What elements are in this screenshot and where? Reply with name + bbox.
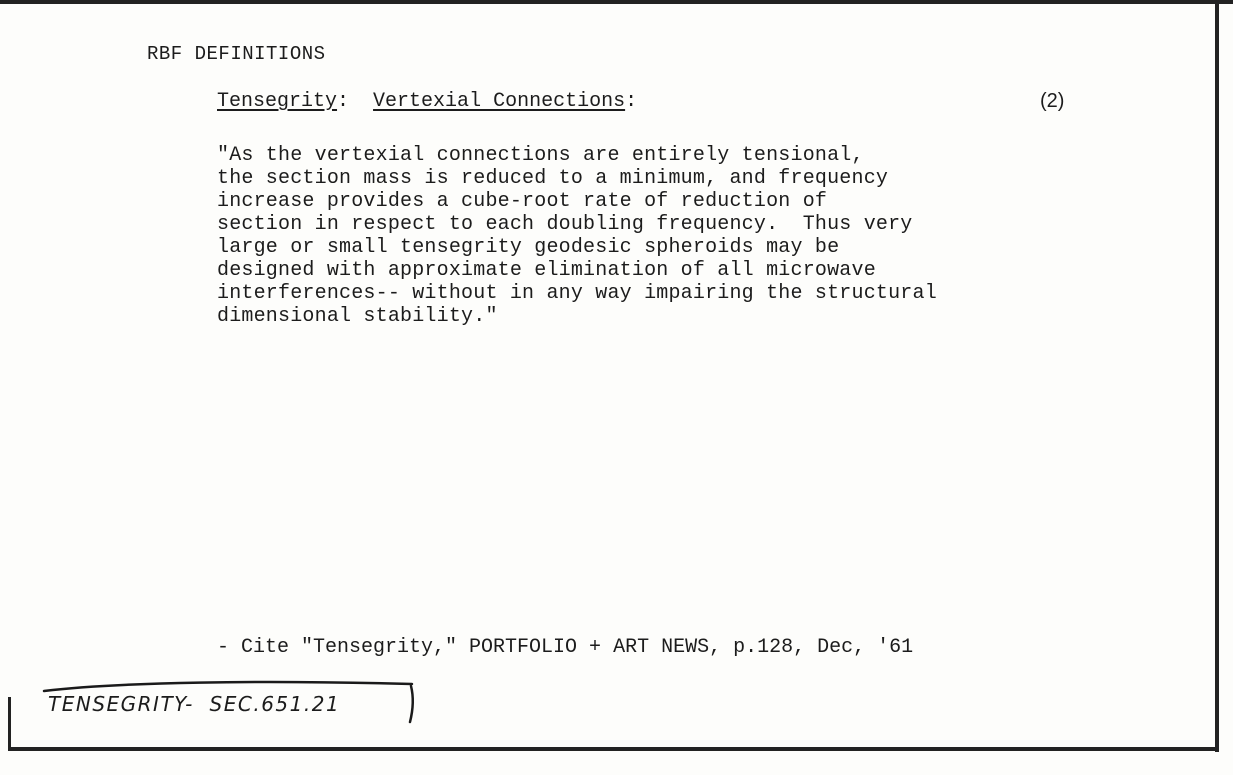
card-heading: RBF DEFINITIONS xyxy=(147,43,326,65)
topic-subtopic: Vertexial Connections xyxy=(373,90,626,113)
quote-line: large or small tensegrity geodesic spheroids may be xyxy=(217,236,840,259)
topic-separator: : xyxy=(337,90,374,113)
quote-line: dimensional stability." xyxy=(217,305,498,328)
quote-line: interferences-- without in any way impairing the structural xyxy=(217,282,937,305)
quote-line: section in respect to each doubling frequency. Thus very xyxy=(217,213,913,236)
quote-line: designed with approximate elimination of all microwave xyxy=(217,259,876,282)
card-number: (2) xyxy=(1040,90,1065,112)
quote-line: increase provides a cube-root rate of reduction of xyxy=(217,190,828,213)
quote-line: the section mass is reduced to a minimum, and frequency xyxy=(217,167,889,190)
citation: - Cite "Tensegrity," PORTFOLIO + ART NEWS, p.128, Dec, '61 xyxy=(217,636,914,659)
topic-separator-end: : xyxy=(625,90,638,113)
handwritten-strokes xyxy=(0,0,460,775)
card-right-edge xyxy=(1215,0,1219,752)
handwritten-note: TENSEGRITY- SEC.651.21 xyxy=(48,692,341,716)
quote-line: "As the vertexial connections are entirely tensional, xyxy=(217,144,864,167)
topic-term: Tensegrity xyxy=(217,90,338,113)
